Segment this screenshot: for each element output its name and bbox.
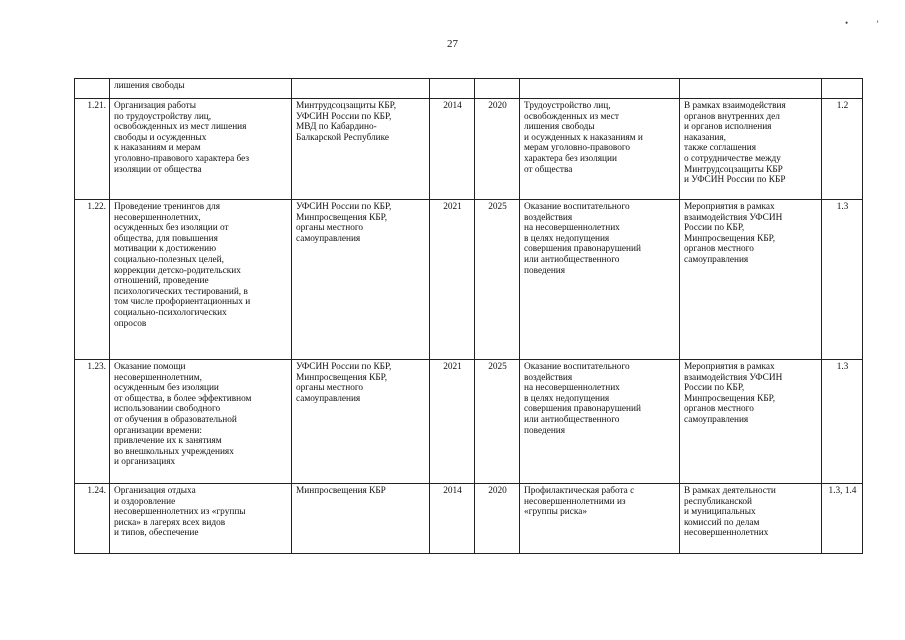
start-year-cell: 2021 (430, 200, 475, 360)
expected-result-cell (520, 79, 680, 99)
row-number-cell: 1.23. (75, 360, 110, 484)
executors-cell: Минтрудсоцзащиты КБР, УФСИН России по КБР, МВД по Кабардино- Балкарской Республике (292, 99, 430, 200)
executors-cell: УФСИН России по КБР, Минпросвещения КБР, органы местного самоуправления (292, 200, 430, 360)
row-number-cell: 1.22. (75, 200, 110, 360)
table-row (75, 484, 863, 554)
activity-cell: Организация отдыха и оздоровление несовершеннолетних из «группы риска» в лагерях всех видов и типов, обеспечение (110, 484, 292, 554)
activity-cell: Организация работы по трудоустройству лиц, освобожденных из мест лишения свободы и осужденных к наказаниям и мерам уголовно-правового характера без изоляции от общества (110, 99, 292, 200)
end-year-cell: 2020 (475, 99, 520, 200)
notes-cell: Мероприятия в рамках взаимодействия УФСИН России по КБР, Минпросвещения КБР, органов местного самоуправления (680, 360, 822, 484)
end-year-cell (475, 79, 520, 99)
activity-cell: Оказание помощи несовершеннолетним, осужденным без изоляции от общества, в более эффективном использовании свободного от обучения в образовательной организации времени: привлечение их к занятиям во внешкольных учреждениях и организациях (110, 360, 292, 484)
table-row (75, 360, 863, 484)
row-number-cell: 1.24. (75, 484, 110, 554)
table-row (75, 79, 863, 99)
executors-cell (292, 79, 430, 99)
notes-cell: Мероприятия в рамках взаимодействия УФСИН России по КБР, Минпросвещения КБР, органов местного самоуправления (680, 200, 822, 360)
scan-speck: • (845, 18, 849, 28)
scan-speck: ’ (876, 19, 879, 29)
indicator-cell: 1.3 (822, 360, 863, 484)
activity-cell: лишения свободы (110, 79, 292, 99)
start-year-cell: 2021 (430, 360, 475, 484)
row-number-cell (75, 79, 110, 99)
expected-result-cell: Профилактическая работа с несовершеннолетними из «группы риска» (520, 484, 680, 554)
start-year-cell: 2014 (430, 484, 475, 554)
table-row (75, 99, 863, 200)
row-number-cell: 1.21. (75, 99, 110, 200)
indicator-cell: 1.3, 1.4 (822, 484, 863, 554)
table-row (75, 200, 863, 360)
notes-cell (680, 79, 822, 99)
plan-table (74, 78, 863, 554)
end-year-cell: 2025 (475, 200, 520, 360)
executors-cell: УФСИН России по КБР, Минпросвещения КБР, органы местного самоуправления (292, 360, 430, 484)
expected-result-cell: Оказание воспитательного воздействия на несовершеннолетних в целях недопущения совершения правонарушений или антиобщественного поведения (520, 200, 680, 360)
activity-cell: Проведение тренингов для несовершеннолетних, осужденных без изоляции от общества, для повышения мотивации к достижению социально-полезных целей, коррекции детско-родительских отношений, проведение психологических тестирований, в том числе профориентационных и социально-психологических опросов (110, 200, 292, 360)
end-year-cell: 2020 (475, 484, 520, 554)
indicator-cell: 1.2 (822, 99, 863, 200)
start-year-cell: 2014 (430, 99, 475, 200)
expected-result-cell: Оказание воспитательного воздействия на несовершеннолетних в целях недопущения совершения правонарушений или антиобщественного поведения (520, 360, 680, 484)
page-number: 27 (447, 38, 458, 50)
indicator-cell (822, 79, 863, 99)
end-year-cell: 2025 (475, 360, 520, 484)
expected-result-cell: Трудоустройство лиц, освобожденных из мест лишения свободы и осужденных к наказаниям и мерам уголовно-правового характера без изоляции от общества (520, 99, 680, 200)
notes-cell: В рамках взаимодействия органов внутренних дел и органов исполнения наказания, также соглашения о сотрудничестве между Минтрудсоцзащиты КБР и УФСИН России по КБР (680, 99, 822, 200)
start-year-cell (430, 79, 475, 99)
notes-cell: В рамках деятельности республиканской и муниципальных комиссий по делам несовершеннолетних (680, 484, 822, 554)
executors-cell: Минпросвещения КБР (292, 484, 430, 554)
indicator-cell: 1.3 (822, 200, 863, 360)
